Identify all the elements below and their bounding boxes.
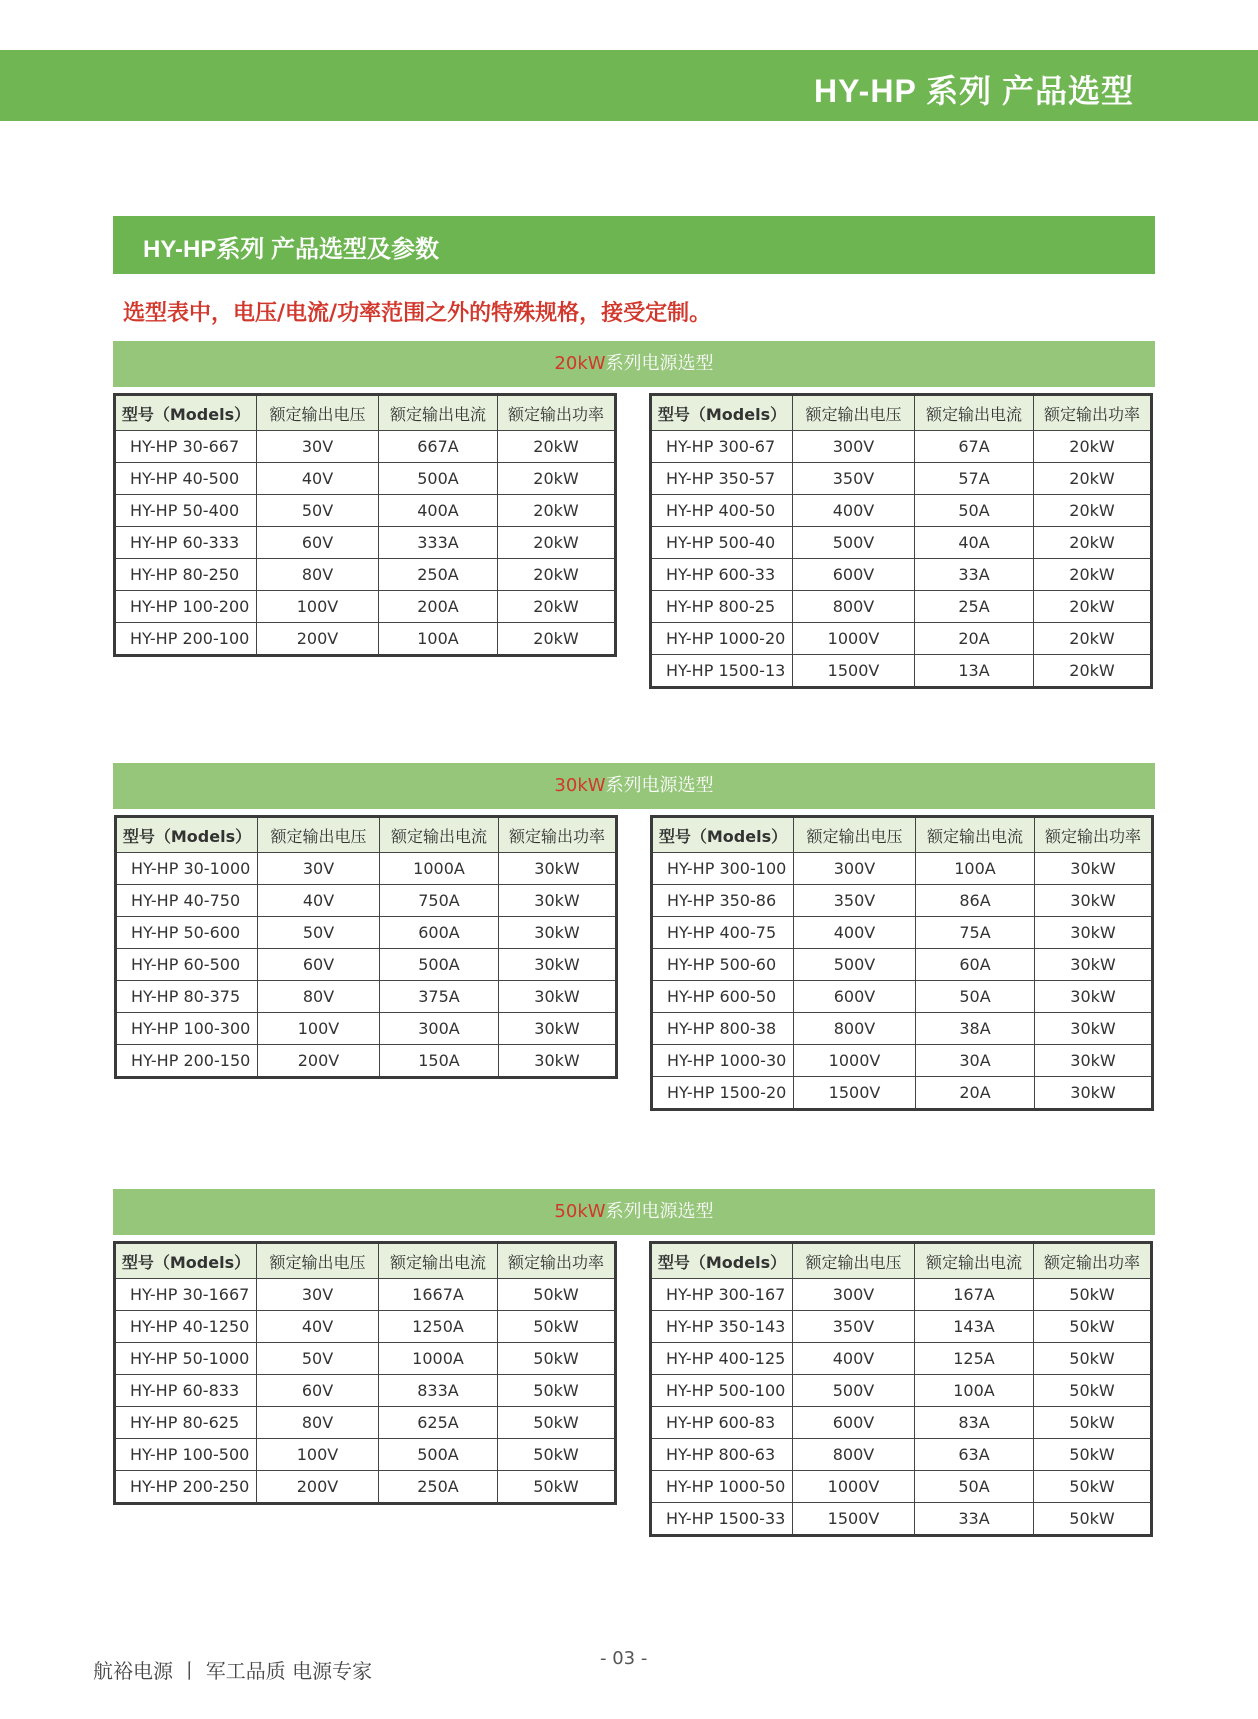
voltage-cell: 40V	[257, 1311, 379, 1343]
voltage-cell: 600V	[793, 1407, 915, 1439]
voltage-cell: 600V	[794, 981, 916, 1013]
column-header: 额定输出电流	[915, 395, 1034, 431]
power-cell: 50kW	[1034, 1343, 1152, 1375]
table-row	[116, 853, 617, 885]
current-cell: 67A	[915, 431, 1034, 463]
table-row	[651, 1279, 1152, 1311]
current-cell: 33A	[915, 559, 1034, 591]
model-cell: HY-HP 400-50	[651, 495, 793, 527]
model-cell: HY-HP 100-500	[115, 1439, 257, 1471]
current-cell: 625A	[379, 1407, 498, 1439]
current-cell: 667A	[379, 431, 498, 463]
table-header-row	[651, 1243, 1152, 1279]
series-band	[113, 341, 1155, 387]
series-power: 50kW	[554, 1201, 606, 1222]
table-row	[115, 1343, 616, 1375]
voltage-cell: 800V	[793, 1439, 915, 1471]
model-cell: HY-HP 50-1000	[115, 1343, 257, 1375]
voltage-cell: 30V	[257, 431, 379, 463]
power-cell: 20kW	[1034, 559, 1152, 591]
section-title: HY-HP系列 产品选型及参数	[143, 236, 440, 263]
model-cell: HY-HP 30-1000	[116, 853, 258, 885]
model-cell: HY-HP 60-333	[115, 527, 257, 559]
current-cell: 143A	[915, 1311, 1034, 1343]
power-cell: 20kW	[1034, 655, 1152, 688]
power-cell: 20kW	[498, 431, 616, 463]
current-cell: 833A	[379, 1375, 498, 1407]
voltage-cell: 350V	[793, 463, 915, 495]
current-cell: 57A	[915, 463, 1034, 495]
table-row	[651, 1439, 1152, 1471]
table-row	[652, 1013, 1153, 1045]
current-cell: 300A	[380, 1013, 499, 1045]
spec-table-left	[113, 393, 617, 657]
model-cell: HY-HP 300-100	[652, 853, 794, 885]
model-cell: HY-HP 1000-20	[651, 623, 793, 655]
voltage-cell: 400V	[794, 917, 916, 949]
voltage-cell: 30V	[258, 853, 380, 885]
table-row	[115, 1279, 616, 1311]
table-row	[115, 591, 616, 623]
power-cell: 30kW	[499, 853, 617, 885]
table-row	[115, 1471, 616, 1504]
column-header: 型号（Models）	[651, 1243, 793, 1279]
power-cell: 50kW	[1034, 1311, 1152, 1343]
table-row	[651, 1407, 1152, 1439]
table-row	[651, 527, 1152, 559]
current-cell: 86A	[916, 885, 1035, 917]
voltage-cell: 60V	[258, 949, 380, 981]
current-cell: 167A	[915, 1279, 1034, 1311]
current-cell: 50A	[915, 1471, 1034, 1503]
voltage-cell: 350V	[793, 1311, 915, 1343]
table-row	[115, 559, 616, 591]
voltage-cell: 500V	[793, 527, 915, 559]
current-cell: 375A	[380, 981, 499, 1013]
column-header: 额定输出电压	[258, 817, 380, 853]
model-cell: HY-HP 30-1667	[115, 1279, 257, 1311]
model-cell: HY-HP 350-143	[651, 1311, 793, 1343]
table-row	[652, 949, 1153, 981]
table-row	[651, 1375, 1152, 1407]
current-cell: 13A	[915, 655, 1034, 688]
model-cell: HY-HP 400-75	[652, 917, 794, 949]
power-cell: 50kW	[1034, 1375, 1152, 1407]
column-header: 额定输出电压	[793, 395, 915, 431]
table-row	[652, 917, 1153, 949]
voltage-cell: 100V	[257, 591, 379, 623]
power-cell: 30kW	[1035, 981, 1153, 1013]
voltage-cell: 80V	[258, 981, 380, 1013]
voltage-cell: 400V	[793, 495, 915, 527]
voltage-cell: 50V	[257, 1343, 379, 1375]
model-cell: HY-HP 1500-33	[651, 1503, 793, 1536]
model-cell: HY-HP 200-150	[116, 1045, 258, 1078]
voltage-cell: 300V	[794, 853, 916, 885]
current-cell: 75A	[916, 917, 1035, 949]
power-cell: 30kW	[499, 1013, 617, 1045]
voltage-cell: 200V	[257, 623, 379, 656]
table-row	[115, 495, 616, 527]
power-cell: 30kW	[499, 981, 617, 1013]
column-header: 额定输出电流	[915, 1243, 1034, 1279]
table-row	[116, 949, 617, 981]
current-cell: 125A	[915, 1343, 1034, 1375]
current-cell: 100A	[379, 623, 498, 656]
column-header: 额定输出功率	[1034, 1243, 1152, 1279]
model-cell: HY-HP 350-86	[652, 885, 794, 917]
series-power: 20kW	[554, 353, 606, 374]
voltage-cell: 50V	[257, 495, 379, 527]
voltage-cell: 100V	[258, 1013, 380, 1045]
model-cell: HY-HP 60-833	[115, 1375, 257, 1407]
voltage-cell: 1500V	[793, 1503, 915, 1536]
table-row	[115, 623, 616, 656]
table-header-row	[115, 395, 616, 431]
table-row	[652, 981, 1153, 1013]
table-row	[652, 853, 1153, 885]
power-cell: 30kW	[1035, 1045, 1153, 1077]
current-cell: 400A	[379, 495, 498, 527]
current-cell: 500A	[379, 463, 498, 495]
power-cell: 20kW	[498, 623, 616, 656]
power-cell: 50kW	[498, 1471, 616, 1504]
model-cell: HY-HP 400-125	[651, 1343, 793, 1375]
current-cell: 600A	[380, 917, 499, 949]
power-cell: 50kW	[1034, 1471, 1152, 1503]
model-cell: HY-HP 80-250	[115, 559, 257, 591]
section-header-bar	[113, 216, 1155, 274]
current-cell: 20A	[915, 623, 1034, 655]
model-cell: HY-HP 100-300	[116, 1013, 258, 1045]
column-header: 额定输出电流	[916, 817, 1035, 853]
table-row	[651, 463, 1152, 495]
model-cell: HY-HP 800-38	[652, 1013, 794, 1045]
table-row	[115, 1311, 616, 1343]
spec-table-right	[649, 1241, 1153, 1537]
voltage-cell: 100V	[257, 1439, 379, 1471]
series-power: 30kW	[554, 775, 606, 796]
table-header-row	[115, 1243, 616, 1279]
power-cell: 50kW	[498, 1439, 616, 1471]
table-row	[116, 981, 617, 1013]
model-cell: HY-HP 1500-20	[652, 1077, 794, 1110]
voltage-cell: 40V	[258, 885, 380, 917]
power-cell: 50kW	[1034, 1279, 1152, 1311]
power-cell: 50kW	[498, 1311, 616, 1343]
current-cell: 250A	[379, 559, 498, 591]
table-row	[651, 1471, 1152, 1503]
table-row	[651, 655, 1152, 688]
model-cell: HY-HP 40-500	[115, 463, 257, 495]
power-cell: 50kW	[1034, 1407, 1152, 1439]
model-cell: HY-HP 60-500	[116, 949, 258, 981]
power-cell: 30kW	[1035, 917, 1153, 949]
column-header: 额定输出功率	[498, 395, 616, 431]
voltage-cell: 1500V	[793, 655, 915, 688]
table-row	[651, 591, 1152, 623]
power-cell: 50kW	[1034, 1503, 1152, 1536]
current-cell: 200A	[379, 591, 498, 623]
model-cell: HY-HP 200-100	[115, 623, 257, 656]
power-cell: 30kW	[1035, 1013, 1153, 1045]
series-band	[113, 1189, 1155, 1235]
model-cell: HY-HP 1000-30	[652, 1045, 794, 1077]
power-cell: 20kW	[498, 527, 616, 559]
model-cell: HY-HP 800-63	[651, 1439, 793, 1471]
table-row	[116, 917, 617, 949]
voltage-cell: 1000V	[793, 1471, 915, 1503]
model-cell: HY-HP 80-625	[115, 1407, 257, 1439]
power-cell: 50kW	[498, 1375, 616, 1407]
model-cell: HY-HP 600-50	[652, 981, 794, 1013]
model-cell: HY-HP 50-400	[115, 495, 257, 527]
current-cell: 750A	[380, 885, 499, 917]
voltage-cell: 400V	[793, 1343, 915, 1375]
model-cell: HY-HP 80-375	[116, 981, 258, 1013]
power-cell: 50kW	[498, 1279, 616, 1311]
model-cell: HY-HP 1000-50	[651, 1471, 793, 1503]
power-cell: 50kW	[1034, 1439, 1152, 1471]
power-cell: 30kW	[499, 885, 617, 917]
voltage-cell: 60V	[257, 1375, 379, 1407]
model-cell: HY-HP 100-200	[115, 591, 257, 623]
column-header: 额定输出功率	[499, 817, 617, 853]
table-row	[652, 1045, 1153, 1077]
table-header-row	[116, 817, 617, 853]
model-cell: HY-HP 500-40	[651, 527, 793, 559]
power-cell: 20kW	[1034, 527, 1152, 559]
power-cell: 30kW	[499, 949, 617, 981]
table-header-row	[652, 817, 1153, 853]
column-header: 额定输出电压	[257, 395, 379, 431]
series-suffix: 系列电源选型	[605, 775, 714, 796]
column-header: 型号（Models）	[115, 395, 257, 431]
model-cell: HY-HP 800-25	[651, 591, 793, 623]
column-header: 额定输出功率	[1034, 395, 1152, 431]
current-cell: 38A	[916, 1013, 1035, 1045]
current-cell: 100A	[915, 1375, 1034, 1407]
series-band	[113, 763, 1155, 809]
voltage-cell: 600V	[793, 559, 915, 591]
voltage-cell: 500V	[793, 1375, 915, 1407]
customization-note: 选型表中，电压/电流/功率范围之外的特殊规格，接受定制。	[123, 301, 712, 326]
power-cell: 20kW	[498, 559, 616, 591]
current-cell: 60A	[916, 949, 1035, 981]
voltage-cell: 350V	[794, 885, 916, 917]
current-cell: 40A	[915, 527, 1034, 559]
table-header-row	[651, 395, 1152, 431]
power-cell: 30kW	[499, 1045, 617, 1078]
power-cell: 20kW	[1034, 623, 1152, 655]
power-cell: 30kW	[1035, 885, 1153, 917]
column-header: 型号（Models）	[116, 817, 258, 853]
power-cell: 20kW	[498, 463, 616, 495]
spec-table-left	[113, 1241, 617, 1505]
voltage-cell: 800V	[794, 1013, 916, 1045]
spec-table-right	[649, 393, 1153, 689]
column-header: 额定输出电流	[379, 395, 498, 431]
model-cell: HY-HP 300-167	[651, 1279, 793, 1311]
current-cell: 50A	[916, 981, 1035, 1013]
model-cell: HY-HP 200-250	[115, 1471, 257, 1504]
table-row	[116, 1013, 617, 1045]
footer-brand: 航裕电源 丨 军工品质 电源专家	[93, 1659, 373, 1683]
model-cell: HY-HP 1500-13	[651, 655, 793, 688]
column-header: 型号（Models）	[115, 1243, 257, 1279]
current-cell: 25A	[915, 591, 1034, 623]
current-cell: 20A	[916, 1077, 1035, 1110]
model-cell: HY-HP 300-67	[651, 431, 793, 463]
table-row	[115, 527, 616, 559]
voltage-cell: 500V	[794, 949, 916, 981]
voltage-cell: 50V	[258, 917, 380, 949]
table-row	[115, 1439, 616, 1471]
power-cell: 30kW	[1035, 853, 1153, 885]
power-cell: 20kW	[1034, 463, 1152, 495]
power-cell: 30kW	[499, 917, 617, 949]
voltage-cell: 60V	[257, 527, 379, 559]
model-cell: HY-HP 30-667	[115, 431, 257, 463]
series-suffix: 系列电源选型	[605, 1201, 714, 1222]
column-header: 额定输出功率	[498, 1243, 616, 1279]
column-header: 额定输出电压	[793, 1243, 915, 1279]
table-row	[115, 1375, 616, 1407]
table-row	[651, 623, 1152, 655]
current-cell: 50A	[915, 495, 1034, 527]
spec-table-right	[650, 815, 1154, 1111]
voltage-cell: 300V	[793, 1279, 915, 1311]
current-cell: 30A	[916, 1045, 1035, 1077]
voltage-cell: 200V	[258, 1045, 380, 1078]
current-cell: 333A	[379, 527, 498, 559]
model-cell: HY-HP 50-600	[116, 917, 258, 949]
voltage-cell: 200V	[257, 1471, 379, 1504]
table-row	[115, 463, 616, 495]
column-header: 型号（Models）	[651, 395, 793, 431]
model-cell: HY-HP 40-1250	[115, 1311, 257, 1343]
current-cell: 63A	[915, 1439, 1034, 1471]
table-row	[651, 1311, 1152, 1343]
voltage-cell: 30V	[257, 1279, 379, 1311]
table-row	[652, 885, 1153, 917]
power-cell: 20kW	[1034, 591, 1152, 623]
model-cell: HY-HP 600-83	[651, 1407, 793, 1439]
power-cell: 20kW	[1034, 495, 1152, 527]
current-cell: 150A	[380, 1045, 499, 1078]
power-cell: 50kW	[498, 1407, 616, 1439]
current-cell: 33A	[915, 1503, 1034, 1536]
current-cell: 500A	[380, 949, 499, 981]
page-number: - 03 -	[600, 1648, 648, 1669]
model-cell: HY-HP 600-33	[651, 559, 793, 591]
power-cell: 30kW	[1035, 949, 1153, 981]
current-cell: 83A	[915, 1407, 1034, 1439]
column-header: 额定输出电压	[794, 817, 916, 853]
power-cell: 20kW	[498, 495, 616, 527]
voltage-cell: 800V	[793, 591, 915, 623]
voltage-cell: 1500V	[794, 1077, 916, 1110]
current-cell: 250A	[379, 1471, 498, 1504]
current-cell: 500A	[379, 1439, 498, 1471]
current-cell: 1250A	[379, 1311, 498, 1343]
current-cell: 1667A	[379, 1279, 498, 1311]
voltage-cell: 1000V	[794, 1045, 916, 1077]
column-header: 额定输出电压	[257, 1243, 379, 1279]
voltage-cell: 40V	[257, 463, 379, 495]
model-cell: HY-HP 40-750	[116, 885, 258, 917]
table-row	[652, 1077, 1153, 1110]
table-row	[115, 1407, 616, 1439]
current-cell: 100A	[916, 853, 1035, 885]
top-header-band	[0, 50, 1258, 121]
column-header: 额定输出电流	[379, 1243, 498, 1279]
table-row	[651, 559, 1152, 591]
model-cell: HY-HP 500-100	[651, 1375, 793, 1407]
voltage-cell: 300V	[793, 431, 915, 463]
page-title: HY-HP 系列 产品选型	[813, 73, 1134, 109]
table-row	[115, 431, 616, 463]
voltage-cell: 80V	[257, 559, 379, 591]
table-row	[651, 1343, 1152, 1375]
model-cell: HY-HP 500-60	[652, 949, 794, 981]
table-row	[116, 1045, 617, 1078]
power-cell: 50kW	[498, 1343, 616, 1375]
column-header: 型号（Models）	[652, 817, 794, 853]
power-cell: 30kW	[1035, 1077, 1153, 1110]
table-row	[651, 495, 1152, 527]
current-cell: 1000A	[380, 853, 499, 885]
column-header: 额定输出功率	[1035, 817, 1153, 853]
power-cell: 20kW	[498, 591, 616, 623]
model-cell: HY-HP 350-57	[651, 463, 793, 495]
series-suffix: 系列电源选型	[605, 353, 714, 374]
table-row	[651, 1503, 1152, 1536]
voltage-cell: 80V	[257, 1407, 379, 1439]
column-header: 额定输出电流	[380, 817, 499, 853]
table-row	[651, 431, 1152, 463]
spec-table-left	[114, 815, 618, 1079]
voltage-cell: 1000V	[793, 623, 915, 655]
table-row	[116, 885, 617, 917]
current-cell: 1000A	[379, 1343, 498, 1375]
power-cell: 20kW	[1034, 431, 1152, 463]
